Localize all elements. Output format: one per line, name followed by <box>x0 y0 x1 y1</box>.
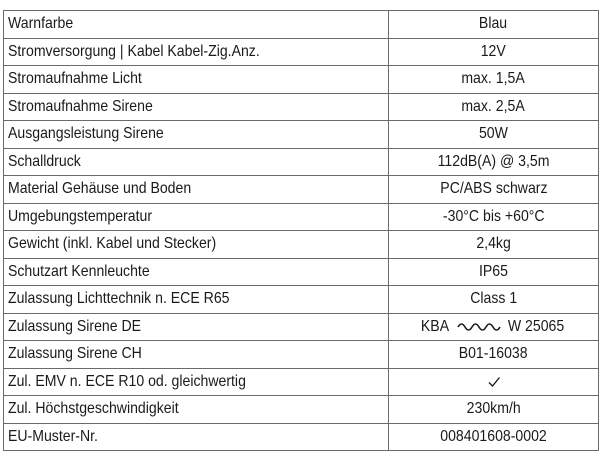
spec-value: 50W <box>389 121 599 149</box>
checkmark-icon <box>487 375 501 389</box>
spec-value: 12V <box>389 38 599 66</box>
table-row <box>4 93 599 121</box>
table-row <box>4 231 599 259</box>
table-row <box>4 38 599 66</box>
spec-label: Schutzart Kennleuchte <box>4 258 389 286</box>
spec-value: PC/ABS schwarz <box>389 176 599 204</box>
table-row <box>4 121 599 149</box>
spec-label: Gewicht (inkl. Kabel und Stecker) <box>4 231 389 259</box>
spec-label: Schalldruck <box>4 148 389 176</box>
spec-label: Zul. EMV n. ECE R10 od. gleichwertig <box>4 368 389 396</box>
spec-value: B01-16038 <box>389 341 599 369</box>
table-row <box>4 396 599 424</box>
spec-value: -30°C bis +60°C <box>389 203 599 231</box>
approval-wave-mark-icon <box>457 321 501 333</box>
table-row <box>4 11 599 39</box>
spec-label: Material Gehäuse und Boden <box>4 176 389 204</box>
spec-label: Zul. Höchstgeschwindigkeit <box>4 396 389 424</box>
spec-value: max. 2,5A <box>389 93 599 121</box>
spec-value: 2,4kg <box>389 231 599 259</box>
kba-prefix: KBA <box>420 317 450 335</box>
spec-label: Stromversorgung | Kabel Kabel-Zig.Anz. <box>4 38 389 66</box>
table-row <box>4 423 599 451</box>
spec-value: IP65 <box>389 258 599 286</box>
spec-value: Blau <box>389 11 599 39</box>
spec-value <box>389 368 599 396</box>
spec-label: Stromaufnahme Licht <box>4 66 389 94</box>
spec-label: Zulassung Lichttechnik n. ECE R65 <box>4 286 389 314</box>
table-row <box>4 176 599 204</box>
table-row <box>4 203 599 231</box>
table-row <box>4 368 599 396</box>
spec-value: Class 1 <box>389 286 599 314</box>
table-row <box>4 286 599 314</box>
table-row <box>4 66 599 94</box>
spec-value: 230km/h <box>389 396 599 424</box>
table-row <box>4 148 599 176</box>
spec-label: Warnfarbe <box>4 11 389 39</box>
spec-label: Zulassung Sirene CH <box>4 341 389 369</box>
kba-number: W 25065 <box>507 317 565 335</box>
specification-table <box>3 10 599 451</box>
table-row <box>4 341 599 369</box>
spec-label: Ausgangsleistung Sirene <box>4 121 389 149</box>
spec-label: Zulassung Sirene DE <box>4 313 389 341</box>
spec-value <box>389 313 599 341</box>
spec-label: Stromaufnahme Sirene <box>4 93 389 121</box>
spec-value: 008401608-0002 <box>389 423 599 451</box>
table-row <box>4 258 599 286</box>
spec-label: Umgebungstemperatur <box>4 203 389 231</box>
table-row <box>4 313 599 341</box>
spec-value: 112dB(A) @ 3,5m <box>389 148 599 176</box>
spec-value: max. 1,5A <box>389 66 599 94</box>
spec-label: EU-Muster-Nr. <box>4 423 389 451</box>
